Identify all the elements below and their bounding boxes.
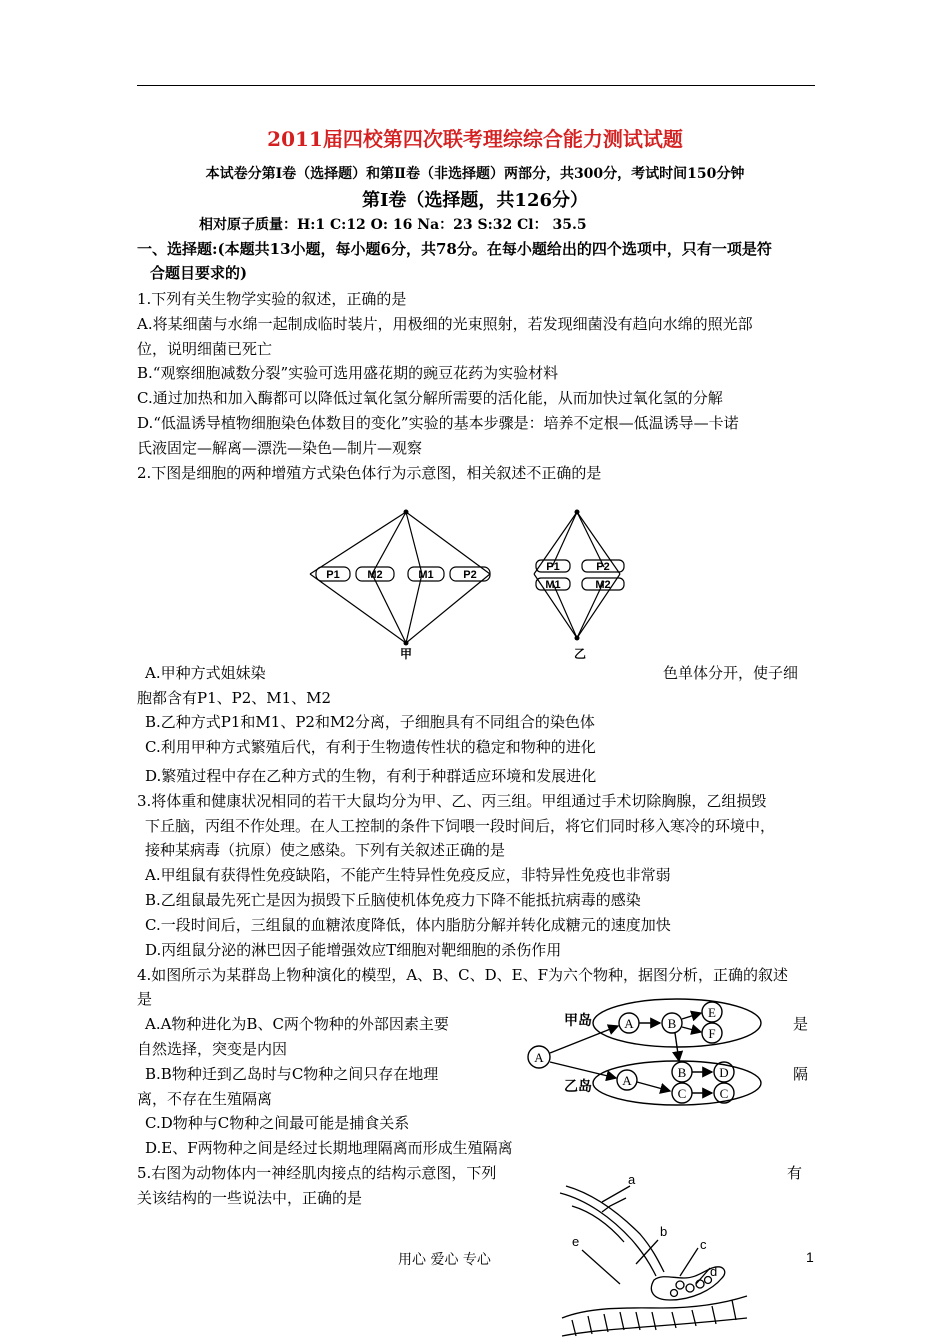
species-node: A bbox=[622, 1073, 632, 1088]
header-rule bbox=[137, 85, 815, 86]
q1-option-d-2: 氏液固定—解离—漂洗—染色—制片—观察 bbox=[137, 439, 423, 457]
chromosome-diagram bbox=[300, 500, 650, 665]
chromosome-label: P1 bbox=[546, 561, 560, 573]
q2-option-a-left: A.甲种方式姐妹染 bbox=[145, 664, 266, 682]
q1-option-a-1: A.将某细菌与水绵一起制成临时装片，用极细的光束照射，若发现细菌没有趋向水绵的照光部 bbox=[137, 315, 753, 333]
q2-option-d: D.繁殖过程中存在乙种方式的生物，有利于种群适应环境和发展进化 bbox=[145, 767, 597, 785]
chromosome-label: M1 bbox=[545, 579, 561, 591]
species-node: B bbox=[677, 1065, 687, 1080]
q4-option-c: C.D物种与C物种之间最可能是捕食关系 bbox=[145, 1114, 410, 1132]
q4-stem-2: 是 bbox=[137, 990, 153, 1008]
q5-stem-right: 有 bbox=[787, 1164, 803, 1182]
island-speciation-diagram bbox=[512, 995, 767, 1110]
q3-stem-2: 下丘脑，丙组不作处理。在人工控制的条件下饲喂一段时间后，将它们同时移入寒冷的环境中， bbox=[145, 817, 776, 835]
diagram-label-e: e bbox=[572, 1234, 580, 1249]
q1-option-d-1: D.“低温诱导植物细胞染色体数目的变化”实验的基本步骤是：培养不定根—低温诱导—卡诺 bbox=[137, 414, 739, 432]
footer-motto: 用心 爱心 专心 bbox=[398, 1252, 491, 1268]
q1-option-b: B.“观察细胞减数分裂”实验可选用盛花期的豌豆花药为实验材料 bbox=[137, 364, 559, 382]
q5-stem-left: 5.右图为动物体内一神经肌肉接点的结构示意图，下列 bbox=[137, 1164, 497, 1182]
q3-stem-1: 3.将体重和健康状况相同的若干大鼠均分为甲、乙、丙三组。甲组通过手术切除胸腺，乙组损毁 bbox=[137, 792, 767, 810]
q2-option-a-2: 胞都含有P1、P2、M1、M2 bbox=[137, 689, 332, 707]
species-node: E bbox=[708, 1005, 716, 1020]
species-node: B bbox=[667, 1016, 677, 1031]
q4-option-b-2: 离，不存在生殖隔离 bbox=[137, 1090, 273, 1108]
q3-option-c: C.一段时间后，三组鼠的血糖浓度降低，体内脂肪分解并转化成糖元的速度加快 bbox=[145, 916, 671, 934]
chromosome-label: M2 bbox=[367, 569, 383, 581]
chromosome-label: M1 bbox=[418, 569, 434, 581]
exam-subtitle: 本试卷分第Ⅰ卷（选择题）和第Ⅱ卷（非选择题）两部分，共300分，考试时间150分钟 bbox=[205, 166, 745, 182]
q4-stem-1: 4.如图所示为某群岛上物种演化的模型，A、B、C、D、E、F为六个物种，据图分析，正确的叙述 bbox=[137, 966, 789, 984]
q2-option-c: C.利用甲种方式繁殖后代，有利于生物遗传性状的稳定和物种的进化 bbox=[145, 738, 596, 756]
q5-stem-2: 关该结构的一些说法中，正确的是 bbox=[137, 1189, 363, 1207]
q2-option-a-right: 色单体分开，使子细 bbox=[663, 664, 799, 682]
diagram-label-b: b bbox=[660, 1224, 668, 1239]
exam-title: 2011届四校第四次联考理综综合能力测试试题 bbox=[267, 127, 683, 151]
q4-option-b-right: 隔 bbox=[793, 1065, 809, 1083]
diagram-caption-yi: 乙 bbox=[573, 647, 587, 661]
species-node: C bbox=[719, 1086, 729, 1101]
diagram-label-c: c bbox=[700, 1237, 707, 1252]
atomic-mass-line: 相对原子质量：H:1 C:12 O: 16 Na：23 S:32 Cl： 35.5 bbox=[199, 217, 587, 233]
species-node: C bbox=[677, 1086, 687, 1101]
q4-option-b-left: B.B物种迁到乙岛时与C物种之间只存在地理 bbox=[145, 1065, 439, 1083]
diagram-label-d: d bbox=[710, 1264, 718, 1279]
page-number: 1 bbox=[806, 1249, 814, 1265]
chromosome-label: P2 bbox=[596, 561, 610, 573]
diagram-caption-jia: 甲 bbox=[399, 647, 413, 661]
q3-option-d: D.丙组鼠分泌的淋巴因子能增强效应T细胞对靶细胞的杀伤作用 bbox=[145, 941, 562, 959]
chromosome-label: P1 bbox=[326, 569, 340, 581]
q2-option-b: B.乙种方式P1和M1、P2和M2分离，子细胞具有不同组合的染色体 bbox=[145, 713, 595, 731]
neuromuscular-junction-diagram bbox=[552, 1168, 752, 1338]
diagram-label-a: a bbox=[628, 1172, 636, 1187]
q3-option-a: A.甲组鼠有获得性免疫缺陷，不能产生特异性免疫反应，非特异性免疫也非常弱 bbox=[145, 866, 671, 884]
species-node: F bbox=[708, 1026, 716, 1041]
section-heading-2: 合题目要求的) bbox=[150, 264, 248, 282]
q1-stem: 1.下列有关生物学实验的叙述，正确的是 bbox=[137, 290, 407, 308]
q3-option-b: B.乙组鼠最先死亡是因为损毁下丘脑使机体免疫力下降不能抵抗病毒的感染 bbox=[145, 891, 641, 909]
section-heading-1: 一、选择题:(本题共13小题，每小题6分，共78分。在每小题给出的四个选项中，只有一项是符 bbox=[137, 240, 772, 258]
q3-stem-3: 接种某病毒（抗原）使之感染。下列有关叙述正确的是 bbox=[145, 841, 506, 859]
q4-option-a-2: 自然选择，突变是内因 bbox=[137, 1040, 288, 1058]
island-label-jia: 甲岛 bbox=[564, 1013, 592, 1029]
q4-option-d: D.E、F两物种之间是经过长期地理隔离而形成生殖隔离 bbox=[145, 1139, 513, 1157]
q2-stem: 2.下图是细胞的两种增殖方式染色体行为示意图，相关叙述不正确的是 bbox=[137, 464, 602, 482]
chromosome-label: P2 bbox=[463, 569, 477, 581]
q4-option-a-left: A.A物种进化为B、C两个物种的外部因素主要 bbox=[145, 1015, 449, 1033]
species-node: A bbox=[624, 1016, 634, 1031]
species-node: A bbox=[534, 1050, 544, 1065]
island-label-yi: 乙岛 bbox=[564, 1079, 592, 1095]
species-node: D bbox=[719, 1065, 729, 1080]
chromosome-label: M2 bbox=[595, 579, 611, 591]
q4-option-a-right: 是 bbox=[793, 1015, 809, 1033]
q1-option-a-2: 位，说明细菌已死亡 bbox=[137, 340, 273, 358]
q1-option-c: C.通过加热和加入酶都可以降低过氧化氢分解所需要的活化能，从而加快过氧化氢的分解 bbox=[137, 389, 723, 407]
volume-heading: 第Ⅰ卷（选择题，共126分） bbox=[362, 190, 588, 211]
